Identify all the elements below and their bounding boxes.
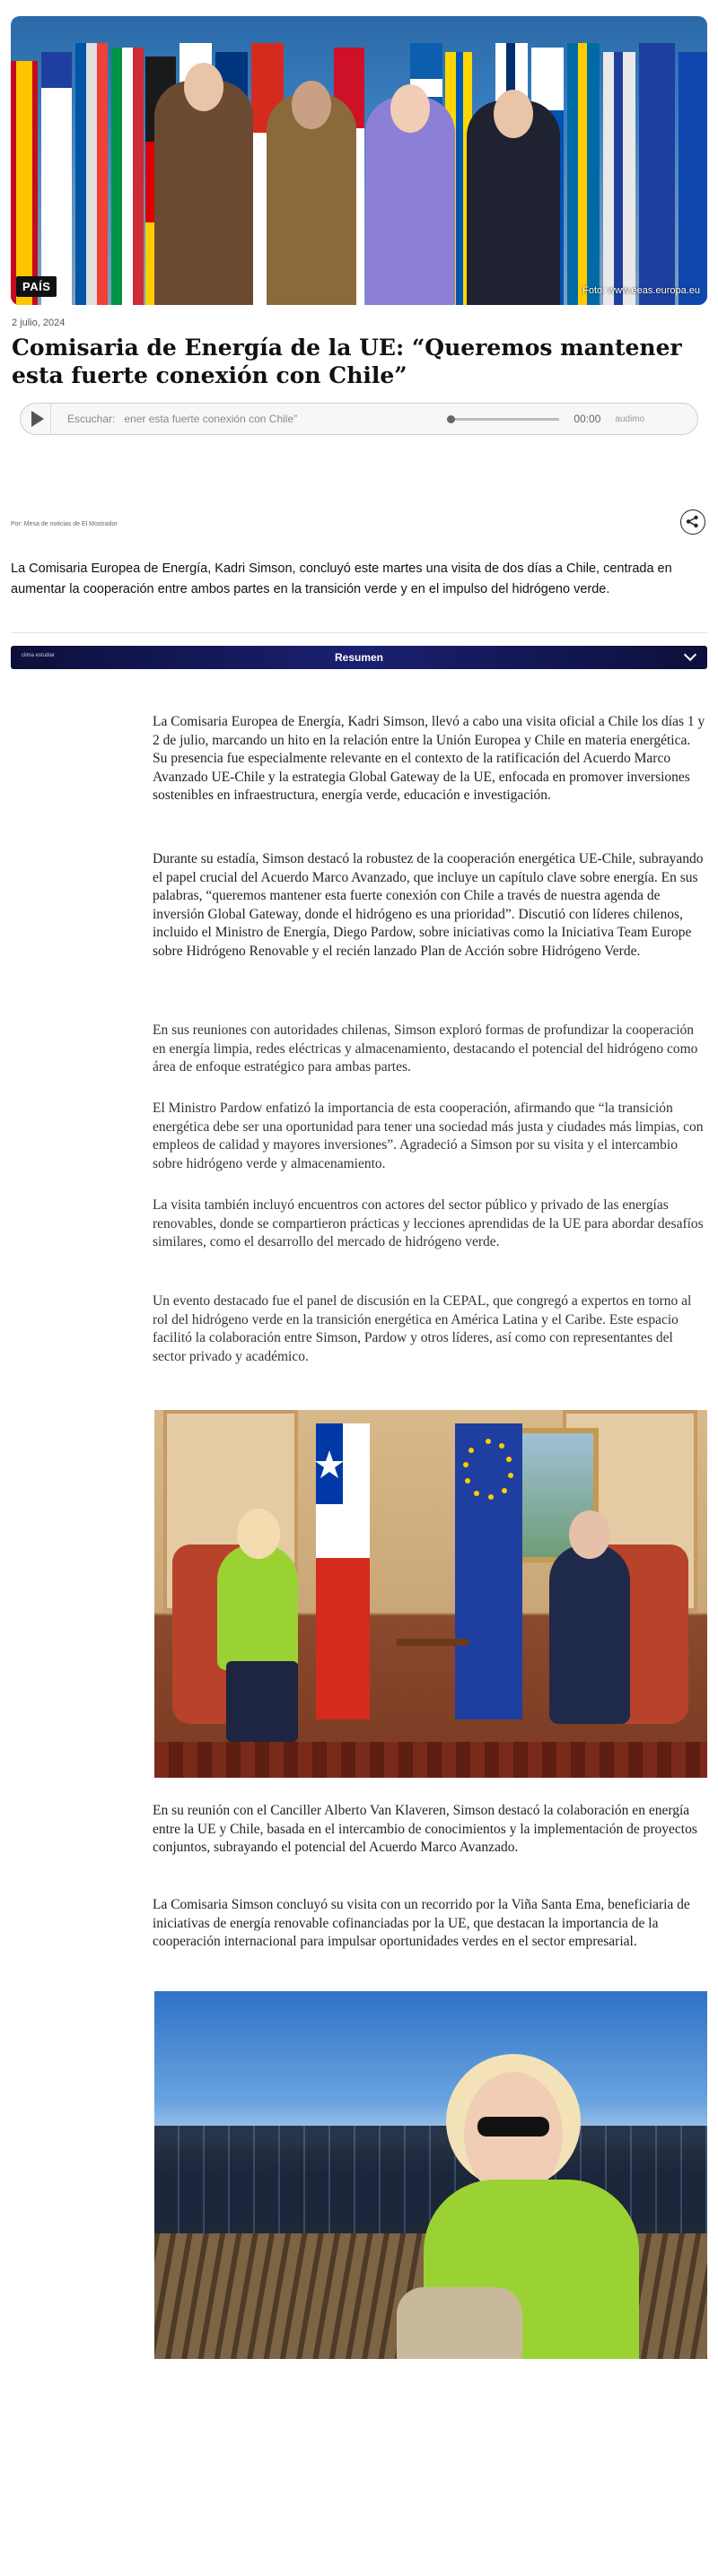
body-paragraph-2: Durante su estadía, Simson destacó la robustez de la cooperación energética UE-Chile, subrayando el papel crucial del Acuerdo Marco Avanzado, que incluye un capítulo clave sobre energía. En sus palabras, “queremos mantener esta fuerte conexión con Chile a través de nuestra agenda de inversión Global Gateway, donde el hidrógeno es una prioridad”. Discutió con líderes chilenos, incluido el Ministro de Energía, Diego Pardow, sobre iniciativas como la Iniciativa Team Europe sobre Hidrógeno Renovable y el recién lanzado Plan de Acción sobre Hidrógeno Verde. (153, 851, 704, 959)
chile-flag (316, 1423, 370, 1719)
person-2-head (292, 81, 331, 129)
hero-photo (11, 16, 707, 305)
woman-head (237, 1509, 280, 1559)
side-table (397, 1639, 468, 1719)
person-4-head (494, 90, 533, 138)
man-head (569, 1510, 610, 1559)
woman-trousers (226, 1661, 298, 1742)
body-paragraph-3: En sus reuniones con autoridades chilenas, Simson exploró formas de profundizar la cooperación en energía limpia, redes eléctricas y almacenamiento, destacando el potencial del hidrógeno como área de enfoque estratégico para ambas partes. (153, 1023, 698, 1075)
summary-label: Resumen (334, 651, 384, 664)
person-1 (154, 81, 253, 305)
person-1-head (184, 63, 223, 111)
woman-green-jacket (217, 1545, 298, 1670)
divider (11, 632, 707, 633)
audio-player (20, 403, 698, 435)
sunglasses (477, 2117, 549, 2137)
coat-on-arm (397, 2287, 522, 2359)
flags-backdrop (11, 43, 707, 305)
body-paragraph-8: La Comisaria Simson concluyó su visita con un recorrido por la Viña Santa Ema, beneficiaria de iniciativas de energía renovable cofinanciadas por la UE, que destacan la importancia de la cooperación internacional para impulsar oportunidades verdes en el sector empresarial. (153, 1897, 690, 1950)
audio-time: 00:00 (574, 413, 601, 425)
play-icon (31, 411, 44, 427)
rug (154, 1742, 707, 1778)
body-paragraph-4: El Ministro Pardow enfatizó la importancia de esta cooperación, afirmando que “la transición energética debe ser una oportunidad para tener una sociedad más justa y ciudades más limpias, con empleos de calidad y mayores inversiones”. Agradeció a Simson por su visita y el intercambio sobre hidrógeno verde y almacenamiento. (153, 1101, 704, 1171)
audio-brand[interactable]: audimo (615, 413, 645, 424)
article-title: Comisaria de Energía de la UE: “Queremos mantener esta fuerte conexión con Chile” (12, 335, 682, 388)
share-button[interactable] (680, 509, 705, 535)
listen-label: Escuchar: (67, 413, 116, 425)
body-paragraph-6: Un evento destacado fue el panel de discusión en la CEPAL, que congregó a expertos en torno al rol del hidrógeno verde en la transición energética en América Latina y el Caribe. Este espacio facilitó la colaboración entre Simson, Pardow y otros líderes, así como con representantes del sector privado y académico. (153, 1293, 692, 1364)
share-icon (686, 515, 699, 528)
article-date: 2 julio, 2024 (12, 318, 66, 328)
person-3-head (390, 84, 430, 133)
meeting-photo (154, 1410, 707, 1778)
listen-scrolling-text: ener esta fuerte conexión con Chile” (124, 413, 298, 425)
vineyard-solar-photo (154, 1991, 707, 2359)
progress-knob[interactable] (447, 415, 455, 423)
body-paragraph-5: La visita también incluyó encuentros con actores del sector público y privado de las energías renovables, donde se compartieron prácticas y lecciones aprendidas de la UE para abordar desafíos similares, como el desarrollo del mercado de hidrógeno verde. (153, 1197, 704, 1250)
body-paragraph-1: La Comisaria Europea de Energía, Kadri Simson, llevó a cabo una visita oficial a Chile los días 1 y 2 de julio, marcando un hito en la relación entre la Unión Europea y Chile en materia energética. Su presencia fue especialmente relevante en el contexto de la ratificación del Acuerdo Marco Avanzado UE-Chile y la estrategia Global Gateway de la UE, enfocada en promover inversiones sostenibles en infraestructura, energía verde, educación e investigación. (153, 714, 705, 804)
play-button[interactable] (21, 404, 51, 434)
eu-stars-icon (455, 1423, 522, 1549)
summary-toggle[interactable] (11, 646, 707, 669)
byline: Por: Mesa de noticias de El Mostrador (11, 521, 118, 527)
man-suit (549, 1545, 630, 1724)
audio-progress-slider[interactable] (447, 418, 559, 421)
article-lead: La Comisaria Europea de Energía, Kadri Simson, concluyó este martes una visita de dos días a Chile, centrada en aumentar la cooperación entre ambos partes en la transición verde y en el impulso del hidrógeno verde. (11, 561, 672, 596)
body-paragraph-7: En su reunión con el Canciller Alberto Van Klaveren, Simson destacó la colaboración en energía entre la UE y Chile, basada en el intercambio de conocimientos y la implementación de proyectos conjuntos, subrayando el potencial del Acuerdo Marco Avanzado. (153, 1803, 697, 1856)
photo-credit: Foto: www.eeas.europa.eu (582, 285, 700, 296)
summary-small-label: clima estudiar (22, 653, 56, 658)
section-badge[interactable]: PAÍS (16, 276, 57, 297)
